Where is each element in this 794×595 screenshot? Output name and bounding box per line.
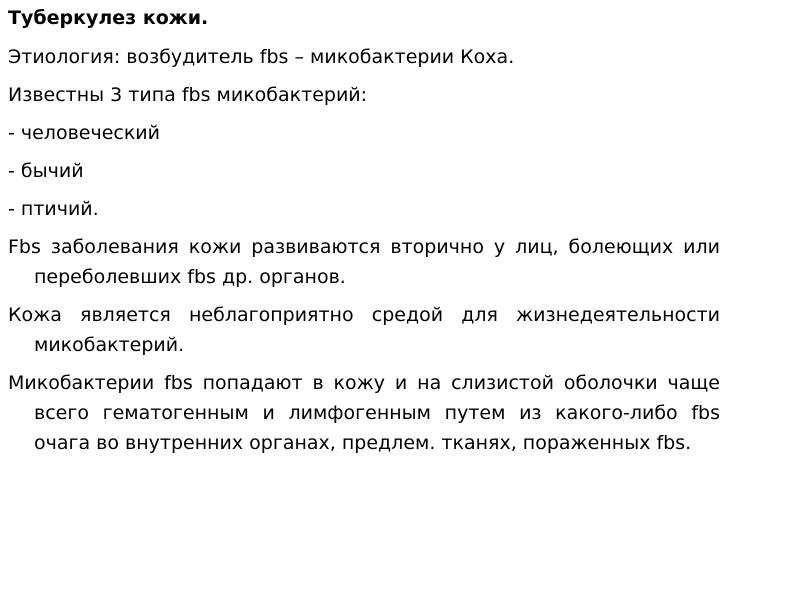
slide-content <box>8 4 720 466</box>
paragraph-secondary: Fbs заболевания кожи развиваются вторично у лиц, болеющих или переболевших fbs др. органов. <box>8 236 720 288</box>
slide-title: Туберкулез кожи. <box>8 7 209 29</box>
paragraph-types: Известны 3 типа fbs микобактерий: <box>8 84 368 106</box>
paragraph-infection-route: Микобактерии fbs попадают в кожу и на слизистой оболочки чаще всего гематогенным и лимфогенным путем из какого-либо fbs очага во внутренних органах, предлем. тканях, пораженных fbs. <box>8 372 720 454</box>
list-item-bovine: - бычий <box>8 160 84 182</box>
list-item-avian: - птичий. <box>8 198 99 220</box>
paragraph-etiology: Этиология: возбудитель fbs – микобактерии Коха. <box>8 46 515 68</box>
paragraph-skin-environment: Кожа является неблагоприятно средой для жизнедеятельности микобактерий. <box>8 304 720 356</box>
list-item-human: - человеческий <box>8 122 160 144</box>
